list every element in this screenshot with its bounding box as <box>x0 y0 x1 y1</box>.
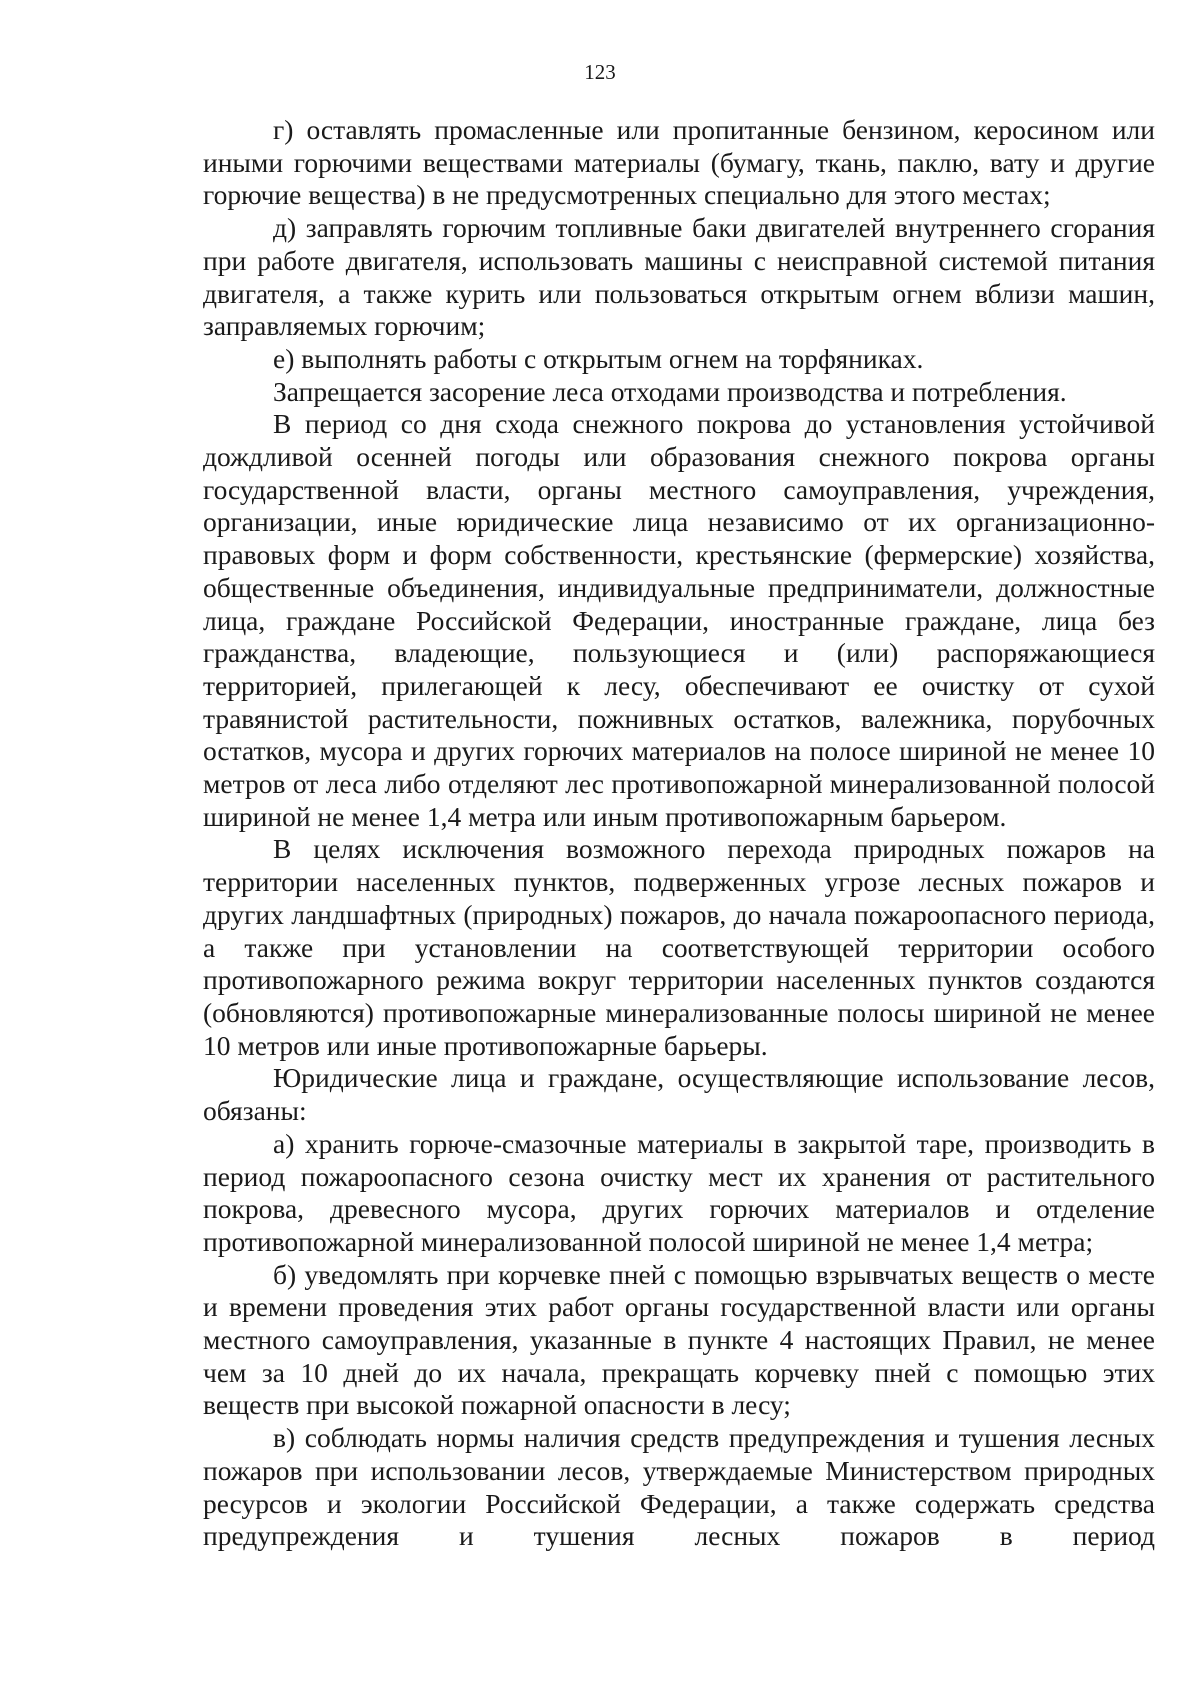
body-text <box>203 114 1155 1553</box>
paragraph-settlement-protection: В целях исключения возможного перехода природных пожаров на территории населенных пунктов, подверженных угрозе лесных пожаров и других ландшафтных (природных) пожаров, до начала пожароопасного периода, а также при установлении на соответствующей территории особого противопожарного режима вокруг территории населенных пунктов создаются (обновляются) противопожарные минерализованные полосы шириной не менее 10 метров или иные противопожарные барьеры. <box>203 833 1155 1061</box>
page-number: 123 <box>584 60 616 84</box>
paragraph-snow-period-clearing: В период со дня схода снежного покрова до установления устойчивой дождливой осенней погоды или образования снежного покрова органы государственной власти, органы местного самоуправления, учреждения, организации, иные юридические лица независимо от их организационно-правовых форм и форм собственности, крестьянские (фермерские) хозяйства, общественные объединения, индивидуальные предприниматели, должностные лица, граждане Российской Федерации, иностранные граждане, лица без гражданства, владеющие, пользующиеся и (или) распоряжающиеся территорией, прилегающей к лесу, обеспечивают ее очистку от сухой травянистой растительности, пожнивных остатков, валежника, порубочных остатков, мусора и других горючих материалов на полосе шириной не менее 10 метров от леса либо отделяют лес противопожарной минерализованной полосой шириной не менее 1,4 метра или иным противопожарным барьером. <box>203 408 1155 832</box>
paragraph-item-e: е) выполнять работы с открытым огнем на торфяниках. <box>273 342 924 374</box>
paragraph-duty-b: б) уведомлять при корчевке пней с помощью взрывчатых веществ о месте и времени проведения этих работ органы государственной власти или органы местного самоуправления, указанные в пункте 4 настоящих Правил, не менее чем за 10 дней до их начала, прекращать корчевку пней с помощью этих веществ при высокой пожарной опасности в лесу; <box>203 1258 1155 1421</box>
paragraph-item-d: д) заправлять горючим топливные баки двигателей внутреннего сгорания при работе двигателя, использовать машины с неисправной системой питания двигателя, а также курить или пользоваться открытым огнем вблизи машин, заправляемых горючим; <box>203 212 1155 342</box>
paragraph-duty-v: в) соблюдать нормы наличия средств предупреждения и тушения лесных пожаров при использовании лесов, утверждаемые Министерством природных ресурсов и экологии Российской Федерации, а также содержать средства предупреждения и тушения лесных пожаров в период <box>203 1422 1155 1552</box>
paragraph-obligations-intro: Юридические лица и граждане, осуществляющие использование лесов, обязаны: <box>203 1062 1155 1127</box>
paragraph-item-g: г) оставлять промасленные или пропитанные бензином, керосином или иными горючими веществами материалы (бумагу, ткань, паклю, вату и другие горючие вещества) в не предусмотренных специально для этого местах; <box>203 114 1155 211</box>
paragraph-duty-a: а) хранить горюче-смазочные материалы в закрытой таре, производить в период пожароопасного сезона очистку мест их хранения от растительного покрова, древесного мусора, других горючих материалов и отделение противопожарной минерализованной полосой шириной не менее 1,4 метра; <box>203 1127 1155 1257</box>
paragraph-forest-litter-ban: Запрещается засорение леса отходами производства и потребления. <box>273 375 1067 407</box>
